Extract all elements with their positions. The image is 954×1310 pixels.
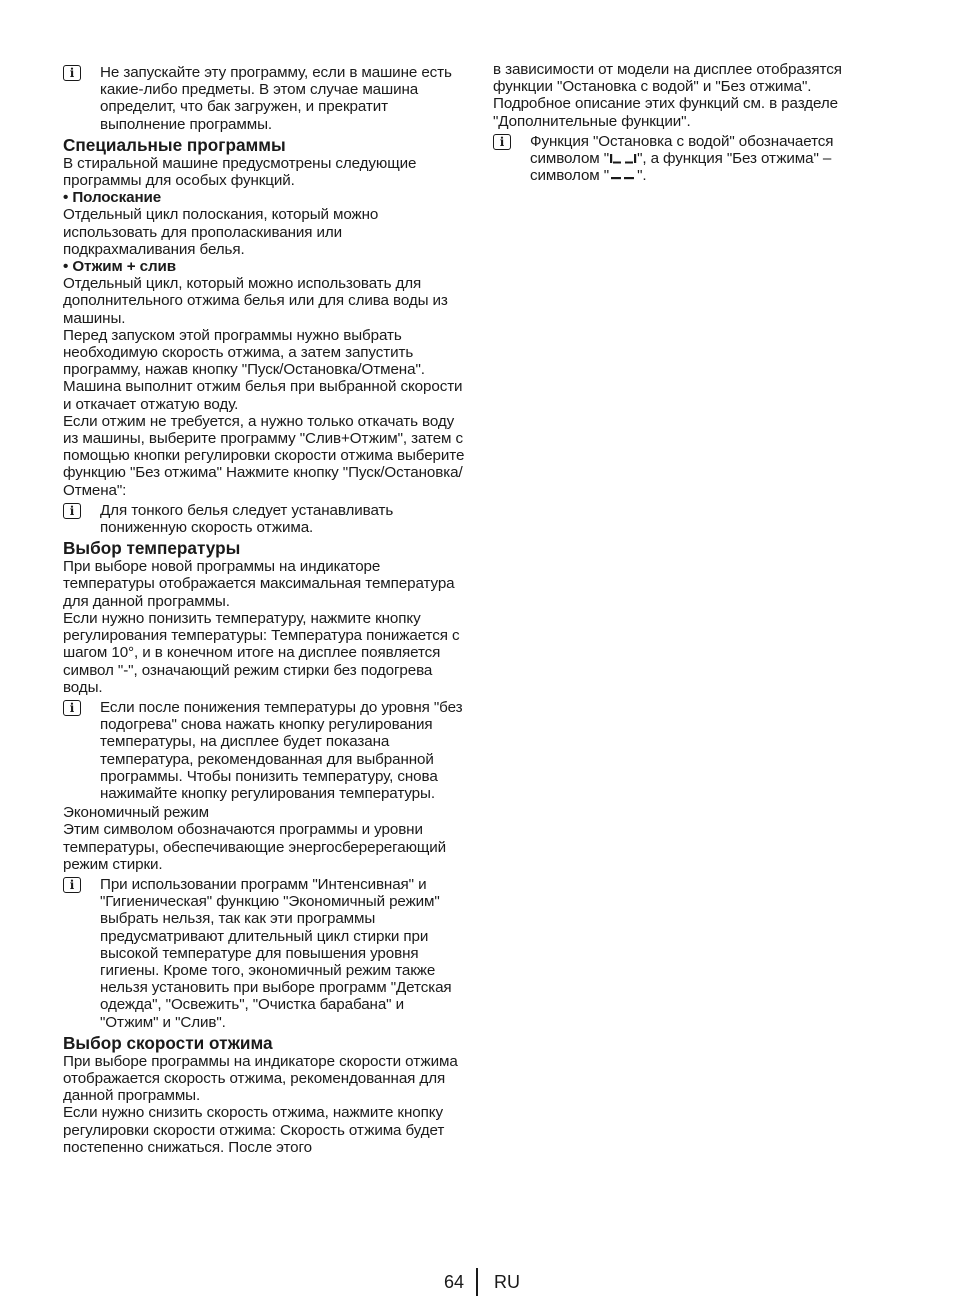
info-icon: i: [63, 65, 81, 81]
note-text: Функция "Остановка с водой" обозначается символом " ", а функция "Без отжима" – символом " ".: [530, 132, 834, 185]
paragraph: в зависимости от модели на дисплее отобразятся функции "Остановка с водой" и "Без отжима". Подробное описание этих функций см. в разделе "Дополнительные функции".: [493, 61, 842, 130]
info-note: [63, 876, 465, 1031]
note-text: Если после понижения температуры до уровня "без подогрева" снова нажать кнопку регулирования температуры, на дисплее будет показана температура, рекомендованная для выбранной программы. Чтобы понизить температуру, снова нажимайте кнопку регулирования температуры.: [100, 698, 463, 802]
paragraph: Отдельный цикл, который можно использовать для дополнительного отжима белья или для слива воды из машины.: [63, 275, 448, 327]
paragraph: Этим символом обозначаются программы и уровни температуры, обеспечивающие энергосберерегающий режим стирки.: [63, 821, 447, 873]
paragraph: Отдельный цикл полоскания, который можно использовать для прополаскивания или подкрахмаливания белья.: [63, 206, 379, 258]
rinse-hold-symbol-icon: [609, 152, 637, 165]
section-heading-spin-speed: Выбор скорости отжима: [63, 1032, 273, 1053]
paragraph: При выборе программы на индикаторе скорости отжима отображается скорость отжима, рекомендованная для данной программы.: [63, 1052, 458, 1105]
section-heading-special-programs: Специальные программы: [63, 134, 286, 155]
info-note: [63, 64, 465, 133]
paragraph: В стиральной машине предусмотрены следующие программы для особых функций.: [63, 154, 417, 190]
page-number: 64: [443, 1272, 464, 1292]
language-code: RU: [494, 1272, 520, 1292]
info-note: [493, 133, 891, 185]
info-icon: i: [63, 700, 81, 716]
subheading-rinse: • Полоскание: [63, 189, 162, 207]
info-note: [63, 502, 465, 536]
info-note: [63, 699, 465, 802]
paragraph: При выборе новой программы на индикаторе температуры отображается максимальная температура для данной программы.: [63, 558, 455, 610]
info-icon: i: [493, 134, 511, 150]
info-icon: i: [63, 503, 81, 519]
note-text: Не запускайте эту программу, если в машине есть какие-либо предметы. В этом случае машина определит, что бак загружен, и прекратит выполнение программы.: [100, 64, 452, 133]
section-heading-temperature: Выбор температуры: [63, 538, 241, 559]
left-column: [63, 61, 465, 1156]
note-text: Для тонкого белья следует устанавливать пониженную скорость отжима.: [100, 501, 394, 537]
footer-divider: [476, 1268, 478, 1296]
eco-mode-title: Экономичный режим: [63, 804, 209, 822]
paragraph: Перед запуском этой программы нужно выбрать необходимую скорость отжима, а затем запустить программу, нажав кнопку "Пуск/Остановка/Отмена". Машина выполнит отжим белья при выбранной скорости и откачает отжатую воду.: [63, 326, 463, 413]
subheading-spin-drain: • Отжим + слив: [63, 258, 176, 276]
paragraph: Если отжим не требуется, а нужно только откачать воду из машины, выберите программу "Слив+Отжим", затем с помощью кнопки регулировки скорости отжима выберите функцию "Без отжима" Нажмите кнопку "Пуск/Остановка/Отмена":: [63, 412, 465, 499]
paragraph: Если нужно снизить скорость отжима, нажмите кнопку регулировки скорости отжима: Скорость отжима будет постепенно снижаться. После этого: [63, 1104, 445, 1156]
no-spin-symbol-icon: [609, 169, 637, 182]
note-text: При использовании программ "Интенсивная" и "Гигиеническая" функцию "Экономичный режим" выбрать нельзя, так как эти программы предусматривают длительный цикл стирки при высокой температуре для повышения уровня гигиены. Кроме того, экономичный режим также нельзя установить при выборе программ "Детская одежда", "Освежить", "Очистка барабана" и "Отжим" и "Слив".: [100, 875, 452, 1031]
paragraph: Если нужно понизить температуру, нажмите кнопку регулирования температуры: Температура понижается с шагом 10°, и в конечном итоге на дисплее появляется символ "-", означающий режим стирки без подогрева воды.: [63, 609, 460, 696]
info-icon: i: [63, 877, 81, 893]
right-column: [493, 61, 891, 186]
